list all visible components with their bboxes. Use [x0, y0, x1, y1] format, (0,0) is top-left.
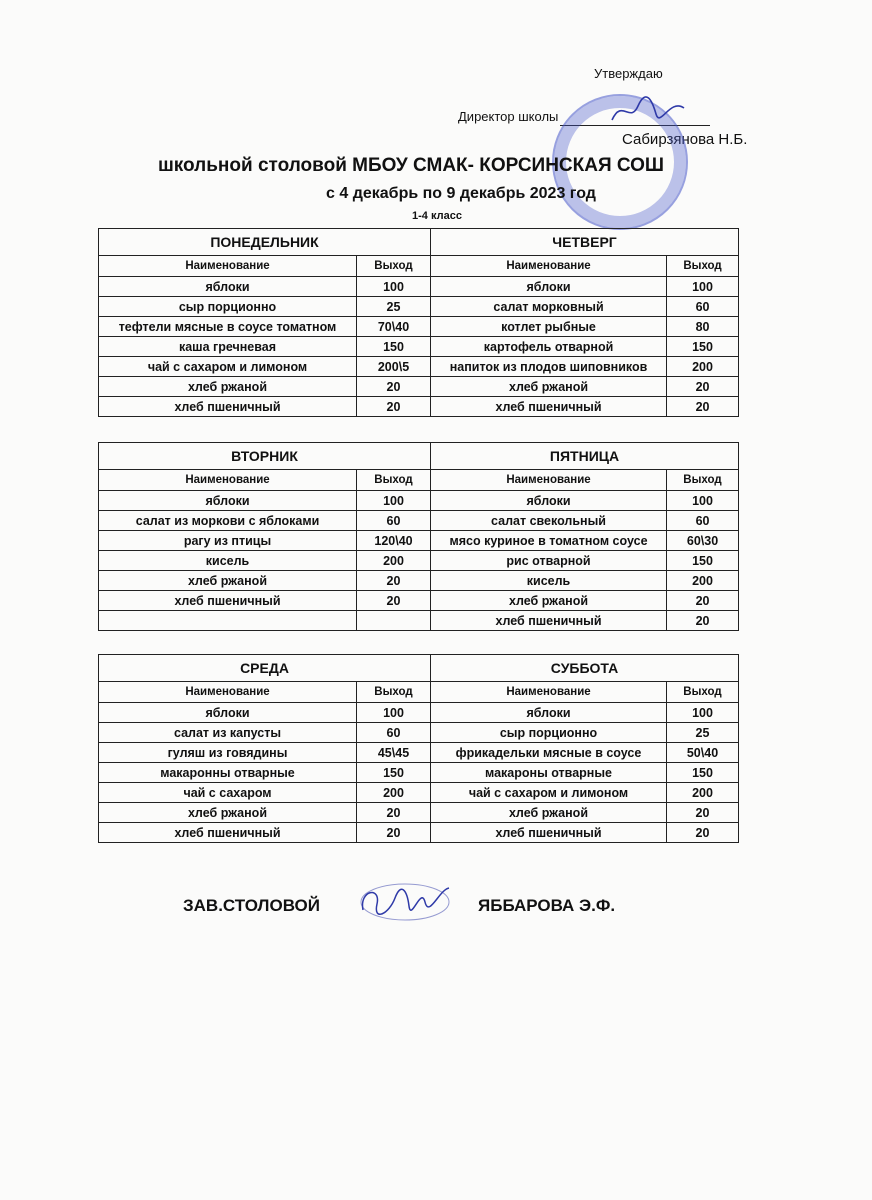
dish-output: 20	[357, 571, 431, 591]
dish-output: 50\40	[667, 743, 739, 763]
table-row	[99, 551, 739, 571]
table-row	[99, 591, 739, 611]
dish-output: 150	[667, 763, 739, 783]
approval-label: Утверждаю	[594, 66, 663, 81]
dish-output: 70\40	[357, 317, 431, 337]
canteen-head-signature	[355, 880, 455, 924]
dish-name: хлеб пшеничный	[99, 823, 357, 843]
dish-name: кисель	[431, 571, 667, 591]
dish-output: 20	[357, 397, 431, 417]
dish-output: 100	[667, 277, 739, 297]
dish-name: хлеб пшеничный	[99, 397, 357, 417]
table-row	[99, 763, 739, 783]
dish-name: хлеб ржаной	[431, 803, 667, 823]
dish-output: 200\5	[357, 357, 431, 377]
dish-output: 60	[357, 511, 431, 531]
page-title: школьной столовой МБОУ СМАК- КОРСИНСКАЯ СОШ	[157, 155, 665, 176]
dish-name: гуляш из говядины	[99, 743, 357, 763]
dish-name: напиток из плодов шиповников	[431, 357, 667, 377]
col-header-out: Выход	[357, 256, 431, 277]
table-row	[99, 297, 739, 317]
menu-table-mon-thu	[98, 228, 739, 417]
period-subtitle: с 4 декабрь по 9 декабрь 2023 год	[326, 185, 596, 202]
col-header-out: Выход	[667, 682, 739, 703]
dish-output	[357, 611, 431, 631]
dish-output: 120\40	[357, 531, 431, 551]
table-row	[99, 357, 739, 377]
dish-name: хлеб ржаной	[99, 571, 357, 591]
dish-output: 200	[667, 571, 739, 591]
dish-output: 20	[357, 803, 431, 823]
col-header-name: Наименование	[99, 682, 357, 703]
dish-output: 100	[667, 703, 739, 723]
dish-output: 20	[667, 803, 739, 823]
col-header-name: Наименование	[431, 470, 667, 491]
day-header-left: ПОНЕДЕЛЬНИК	[99, 229, 431, 256]
dish-name: салат из капусты	[99, 723, 357, 743]
dish-name: чай с сахаром и лимоном	[99, 357, 357, 377]
dish-output: 60\30	[667, 531, 739, 551]
dish-output: 80	[667, 317, 739, 337]
dish-name: картофель отварной	[431, 337, 667, 357]
dish-name: хлеб ржаной	[431, 591, 667, 611]
dish-name: мясо куриное в томатном соусе	[431, 531, 667, 551]
director-signature	[608, 94, 688, 128]
dish-name: чай с сахаром и лимоном	[431, 783, 667, 803]
dish-name: чай с сахаром	[99, 783, 357, 803]
dish-name: хлеб ржаной	[99, 377, 357, 397]
menu-table-tue-fri	[98, 442, 739, 631]
table-row	[99, 823, 739, 843]
dish-name: кисель	[99, 551, 357, 571]
col-header-out: Выход	[667, 470, 739, 491]
col-header-name: Наименование	[431, 256, 667, 277]
dish-name: хлеб пшеничный	[99, 591, 357, 611]
director-name: Сабирзянова Н.Б.	[622, 131, 748, 148]
canteen-head-name: ЯББАРОВА Э.Ф.	[478, 896, 616, 915]
col-header-name: Наименование	[431, 682, 667, 703]
dish-name: салат свекольный	[431, 511, 667, 531]
table-row	[99, 491, 739, 511]
dish-output: 100	[667, 491, 739, 511]
table-row	[99, 377, 739, 397]
day-header-right: СУББОТА	[431, 655, 739, 682]
dish-output: 100	[357, 491, 431, 511]
class-label: 1-4 класс	[412, 210, 462, 222]
day-header-left: СРЕДА	[99, 655, 431, 682]
dish-name: салат морковный	[431, 297, 667, 317]
col-header-out: Выход	[357, 682, 431, 703]
day-header-left: ВТОРНИК	[99, 443, 431, 470]
table-row	[99, 611, 739, 631]
dish-name: хлеб ржаной	[431, 377, 667, 397]
dish-output: 20	[667, 397, 739, 417]
dish-output: 60	[357, 723, 431, 743]
dish-output: 20	[667, 377, 739, 397]
dish-name: рис отварной	[431, 551, 667, 571]
dish-output: 100	[357, 703, 431, 723]
dish-output: 25	[357, 297, 431, 317]
dish-name: яблоки	[99, 277, 357, 297]
dish-output: 20	[667, 611, 739, 631]
dish-name: яблоки	[431, 491, 667, 511]
dish-output: 200	[357, 783, 431, 803]
dish-output: 200	[667, 357, 739, 377]
dish-output: 150	[357, 337, 431, 357]
dish-output: 60	[667, 511, 739, 531]
dish-name: фрикадельки мясные в соусе	[431, 743, 667, 763]
dish-output: 20	[357, 591, 431, 611]
dish-name: сыр порционно	[99, 297, 357, 317]
table-row	[99, 803, 739, 823]
day-header-right: ЧЕТВЕРГ	[431, 229, 739, 256]
dish-name: яблоки	[99, 491, 357, 511]
table-row	[99, 397, 739, 417]
col-header-name: Наименование	[99, 256, 357, 277]
table-row	[99, 531, 739, 551]
dish-output: 20	[667, 591, 739, 611]
dish-output: 20	[667, 823, 739, 843]
dish-output: 20	[357, 377, 431, 397]
table-row	[99, 743, 739, 763]
dish-output: 200	[667, 783, 739, 803]
table-row	[99, 571, 739, 591]
dish-output: 200	[357, 551, 431, 571]
table-row	[99, 337, 739, 357]
dish-name: каша гречневая	[99, 337, 357, 357]
canteen-head-label: ЗАВ.СТОЛОВОЙ	[183, 896, 320, 915]
dish-output: 25	[667, 723, 739, 743]
dish-name: яблоки	[99, 703, 357, 723]
dish-name: котлет рыбные	[431, 317, 667, 337]
dish-name: яблоки	[431, 277, 667, 297]
table-row	[99, 703, 739, 723]
dish-name: яблоки	[431, 703, 667, 723]
director-label: Директор школы	[458, 109, 559, 124]
dish-name: хлеб пшеничный	[431, 611, 667, 631]
table-row	[99, 277, 739, 297]
dish-output: 150	[667, 337, 739, 357]
dish-output: 20	[357, 823, 431, 843]
col-header-out: Выход	[667, 256, 739, 277]
table-row	[99, 317, 739, 337]
table-row	[99, 723, 739, 743]
dish-name: тефтели мясные в соусе томатном	[99, 317, 357, 337]
dish-output: 150	[667, 551, 739, 571]
dish-output: 45\45	[357, 743, 431, 763]
dish-name: рагу из птицы	[99, 531, 357, 551]
dish-name: салат из моркови с яблоками	[99, 511, 357, 531]
dish-name: макароны отварные	[431, 763, 667, 783]
day-header-right: ПЯТНИЦА	[431, 443, 739, 470]
dish-name: сыр порционно	[431, 723, 667, 743]
col-header-out: Выход	[357, 470, 431, 491]
table-row	[99, 783, 739, 803]
dish-output: 150	[357, 763, 431, 783]
dish-name	[99, 611, 357, 631]
col-header-name: Наименование	[99, 470, 357, 491]
dish-name: хлеб пшеничный	[431, 823, 667, 843]
dish-name: хлеб пшеничный	[431, 397, 667, 417]
dish-name: хлеб ржаной	[99, 803, 357, 823]
dish-name: макаронны отварные	[99, 763, 357, 783]
table-row	[99, 511, 739, 531]
dish-output: 100	[357, 277, 431, 297]
dish-output: 60	[667, 297, 739, 317]
menu-table-wed-sat	[98, 654, 739, 843]
